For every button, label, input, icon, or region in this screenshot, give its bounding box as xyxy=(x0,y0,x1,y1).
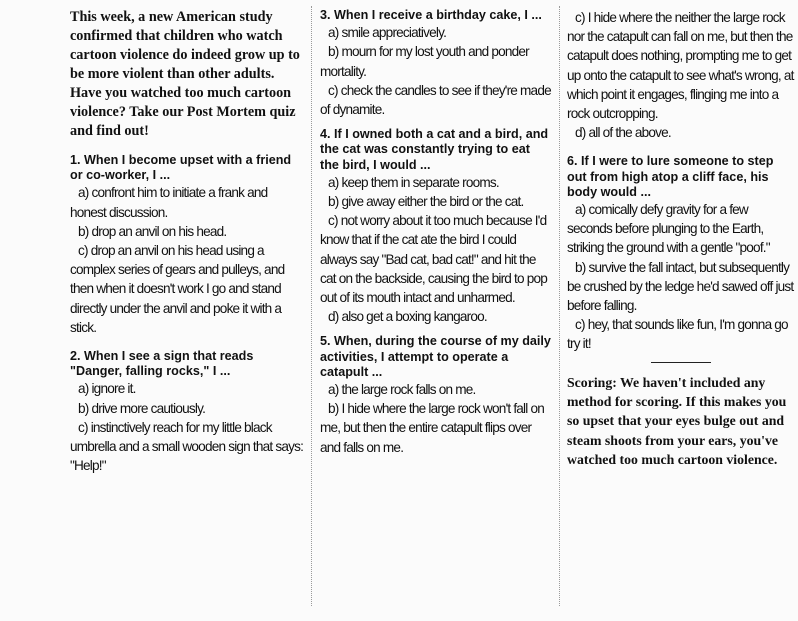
answer-option: b) drive more cautiously. xyxy=(78,400,206,416)
intro-paragraph: This week, a new American study confirmed that children who watch cartoon violence do indeed grow up to be more violent than other adults. Have you watched too much cartoon violence? Take our Post Mortem quiz and find out! xyxy=(70,9,300,139)
answer-option: b) mourn for my lost youth and ponder mortality. xyxy=(320,44,529,79)
column-divider xyxy=(559,6,561,606)
question-prompt: 5. When, during the course of my daily activities, I attempt to operate a catapult ... xyxy=(320,334,551,379)
answer-option: c) I hide where the neither the large rock nor the catapult can fall on me, but then the catapult does nothing, prompting me to get up onto the catapult to see what's wrong, at which point it engages, flinging me into a rock outcropping. xyxy=(567,10,794,122)
question-prompt: 4. If I owned both a cat and a bird, and the cat was constantly trying to eat the bird, I would ... xyxy=(320,127,549,172)
answer-option: c) drop an anvil on his head using a complex series of gears and pulleys, and then when it doesn't work I go and stand directly under the anvil and poke it with a stick. xyxy=(70,243,285,335)
question-5-continued xyxy=(567,8,795,142)
answer-option: d) also get a boxing kangaroo. xyxy=(328,309,487,325)
column-2 xyxy=(320,8,552,457)
answer-option: d) all of the above. xyxy=(575,125,671,141)
question-prompt: 1. When I become upset with a friend or co-worker, I ... xyxy=(70,153,292,183)
scoring-paragraph: Scoring: We haven't included any method for scoring. If this makes you so upset that your eyes bulge out and steam shoots from your ears, you've watched too much cartoon violence. xyxy=(567,374,787,468)
question-2 xyxy=(70,349,304,475)
question-3 xyxy=(320,8,552,119)
answer-option: a) ignore it. xyxy=(78,381,136,397)
column-divider xyxy=(311,6,313,606)
answer-option: c) instinctively reach for my little black umbrella and a small wooden sign that says: "Help!" xyxy=(70,419,304,474)
column-1 xyxy=(70,8,304,475)
answer-option: b) I hide where the large rock won't fall on me, but then the entire catapult flips over and falls on me. xyxy=(320,401,544,455)
answer-option: b) survive the fall intact, but subsequently be crushed by the ledge he'd sawed off just before falling. xyxy=(567,259,794,314)
answer-option: b) drop an anvil on his head. xyxy=(78,223,227,239)
answer-option: a) keep them in separate rooms. xyxy=(328,174,499,190)
answer-option: a) the large rock falls on me. xyxy=(328,382,476,398)
answer-option: c) check the candles to see if they're made of dynamite. xyxy=(320,82,551,118)
answer-option: c) hey, that sounds like fun, I'm gonna go try it! xyxy=(567,317,788,352)
question-5 xyxy=(320,334,552,456)
answer-option: a) smile appreciatively. xyxy=(328,25,447,41)
question-1 xyxy=(70,153,304,337)
question-6 xyxy=(567,154,795,353)
column-3 xyxy=(567,8,795,470)
question-4 xyxy=(320,127,552,326)
answer-option: b) give away either the bird or the cat. xyxy=(328,194,524,210)
section-separator xyxy=(651,362,711,363)
answer-option: a) confront him to initiate a frank and honest discussion. xyxy=(70,185,268,220)
question-prompt: 6. If I were to lure someone to step out from high atop a cliff face, his body would ... xyxy=(567,154,774,199)
question-prompt: 2. When I see a sign that reads "Danger, falling rocks," I ... xyxy=(70,349,254,379)
question-prompt: 3. When I receive a birthday cake, I ... xyxy=(320,8,542,22)
answer-option: c) not worry about it too much because I'd know that if the cat ate the bird I could always say "Bad cat, bad cat!" and hit the cat on the backside, causing the bird to pop out of its mouth intact and unharmed. xyxy=(320,213,548,306)
answer-option: a) comically defy gravity for a few seconds before plunging to the Earth, striking the ground with a gentle "poof." xyxy=(567,202,770,256)
